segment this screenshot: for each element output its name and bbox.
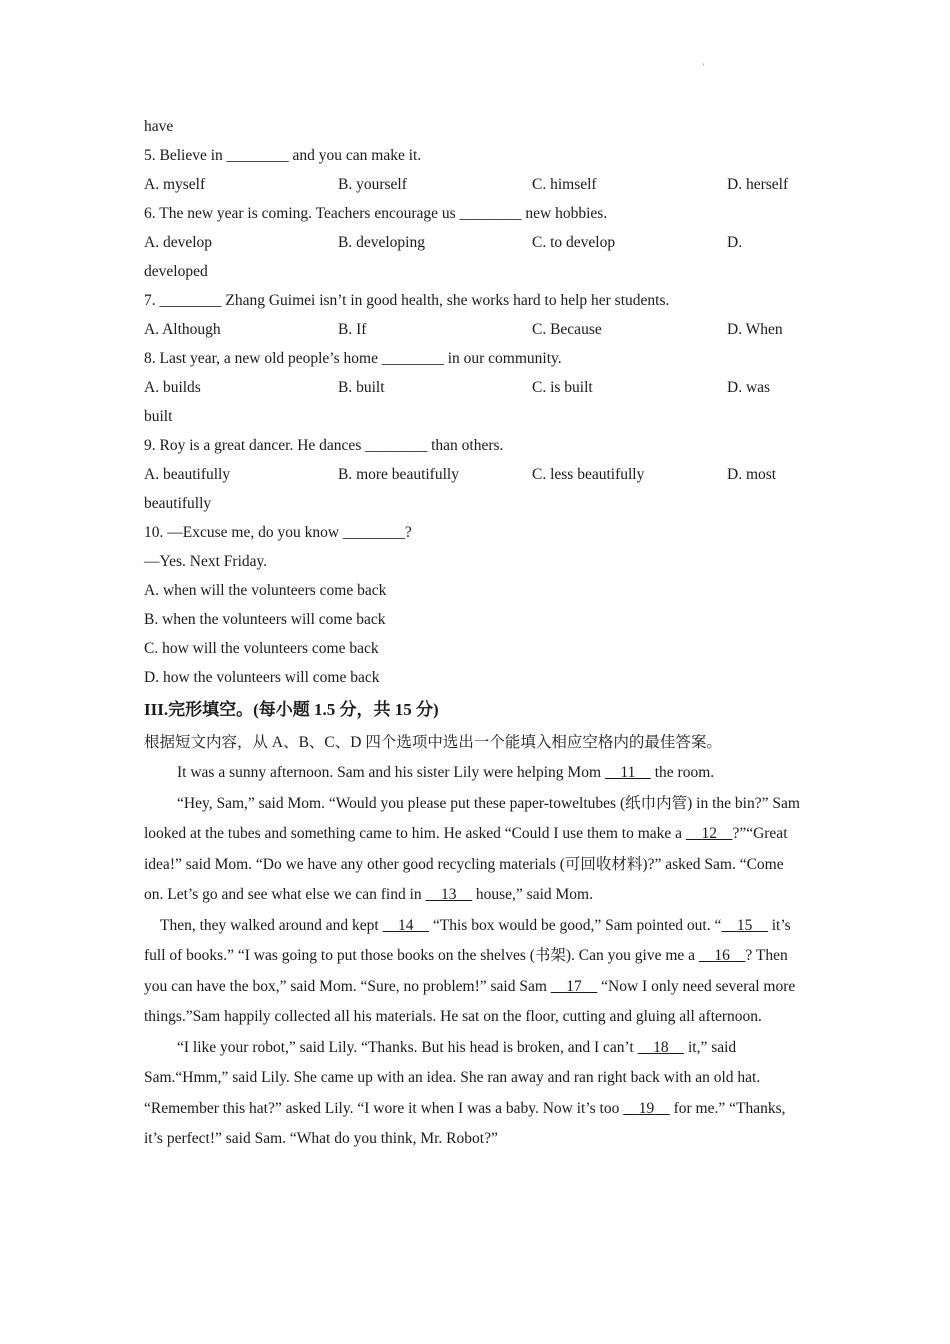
option-b: B. more beautifully xyxy=(338,466,459,483)
question-9-options xyxy=(144,460,806,489)
passage-text: “Hey, Sam,” said Mom. “Would you please put these paper-toweltubes (纸巾内管) in the bin?” Sam looked at the tubes and something came to him. He asked “Could I use them to make a xyxy=(144,794,800,842)
blank-number: 16 xyxy=(714,947,730,964)
option-a: A. myself xyxy=(144,176,206,193)
passage-text: the room. xyxy=(650,764,715,781)
option-d: D. most xyxy=(727,466,777,483)
question-10-option-c: C. how will the volunteers come back xyxy=(144,640,379,657)
option-b: B. developing xyxy=(338,234,425,251)
passage-text: it’s full of books.” “I was going to put those books on the shelves (书架). Can you give me a xyxy=(144,916,791,964)
blank-17 xyxy=(551,978,598,995)
passage-text: “Now I only need several more things.”Sam happily collected all his materials. He sat on the floor, cutting and gluing all afternoon. xyxy=(144,977,796,1025)
passage-text: “I like your robot,” said Lily. “Thanks. But his head is broken, and I can’t xyxy=(177,1038,638,1056)
option-a: A. builds xyxy=(144,379,201,396)
option-d: D. xyxy=(727,234,743,251)
question-6-options xyxy=(144,228,806,257)
passage-paragraph-1 xyxy=(144,758,806,789)
question-7-stem: 7. ________ Zhang Guimei isn’t in good health, she works hard to help her students. xyxy=(144,292,670,309)
blank-12 xyxy=(686,825,733,842)
passage-paragraph-4 xyxy=(144,1033,806,1155)
blank-number: 18 xyxy=(653,1038,669,1056)
option-b: B. If xyxy=(338,321,367,338)
blank-number: 12 xyxy=(701,825,717,842)
option-d: D. herself xyxy=(727,176,789,193)
blank-number: 14 xyxy=(398,916,414,934)
blank-11 xyxy=(605,764,651,781)
question-8-stem: 8. Last year, a new old people’s home ________ in our community. xyxy=(144,350,562,367)
blank-19 xyxy=(623,1100,670,1117)
question-10-option-a: A. when will the volunteers come back xyxy=(144,582,387,599)
passage-text: it,” said Sam.“Hmm,” said Lily. She came up with an idea. She ran away and ran right back with an old hat. “Remember this hat?” asked Lily. “I wore it when I was a baby. Now it’s too xyxy=(144,1038,761,1117)
option-d: D. When xyxy=(727,321,783,338)
option-a: A. Although xyxy=(144,321,221,338)
question-10-option-b: B. when the volunteers will come back xyxy=(144,611,386,628)
question-8-options xyxy=(144,373,806,402)
question-10-option-d: D. how the volunteers will come back xyxy=(144,669,380,686)
blank-number: 19 xyxy=(638,1099,655,1117)
option-d: D. was xyxy=(727,379,771,396)
exam-page xyxy=(144,112,806,1155)
question-6-stem: 6. The new year is coming. Teachers encourage us ________ new hobbies. xyxy=(144,205,608,222)
option-b: B. yourself xyxy=(338,176,407,193)
question-6-option-wrap: developed xyxy=(144,263,208,280)
blank-15 xyxy=(721,917,768,934)
question-5-stem: 5. Believe in ________ and you can make it. xyxy=(144,147,422,164)
option-a: A. develop xyxy=(144,234,213,251)
blank-14 xyxy=(383,917,430,934)
option-b: B. built xyxy=(338,379,385,396)
question-10-stem: 10. —Excuse me, do you know ________? xyxy=(144,524,412,541)
page-marker: ' xyxy=(703,62,705,71)
section-instruction: 根据短文内容，从 A、B、C、D 四个选项中选出一个能填入相应空格内的最佳答案。 xyxy=(144,734,722,751)
passage-paragraph-3 xyxy=(144,911,806,1033)
question-10-reply: —Yes. Next Friday. xyxy=(144,553,268,570)
question-7-options xyxy=(144,315,806,344)
blank-18 xyxy=(638,1039,685,1056)
passage-text: for me.” “Thanks, it’s perfect!” said Sam. “What do you think, Mr. Robot?” xyxy=(144,1099,786,1147)
passage-text: It was a sunny afternoon. Sam and his sister Lily were helping Mom xyxy=(177,764,605,781)
section-heading: III.完形填空。(每小题 1.5 分，共 15 分) xyxy=(144,700,439,719)
option-a: A. beautifully xyxy=(144,466,231,483)
passage-text: ? Then you can have the box,” said Mom. “Sure, no problem!” said Sam xyxy=(144,947,788,995)
continued-text: have xyxy=(144,118,174,135)
blank-number: 13 xyxy=(441,886,457,903)
blank-number: 17 xyxy=(566,977,582,995)
passage-text: house,” said Mom. xyxy=(472,886,593,903)
passage-text: ?”“Great idea!” said Mom. “Do we have any other good recycling materials (可回收材料)?” asked Sam. “Come on. Let’s go and see what else we can find in xyxy=(144,825,788,903)
option-c: C. to develop xyxy=(532,234,616,251)
passage-paragraph-2 xyxy=(144,789,806,911)
question-9-stem: 9. Roy is a great dancer. He dances ________ than others. xyxy=(144,437,504,454)
option-c: C. less beautifully xyxy=(532,466,645,483)
blank-16 xyxy=(699,947,746,964)
passage-text: Then, they walked around and kept xyxy=(160,916,383,934)
question-5-options xyxy=(144,170,806,199)
blank-number: 11 xyxy=(620,764,636,781)
option-c: C. himself xyxy=(532,176,597,193)
blank-number: 15 xyxy=(736,916,753,934)
question-9-option-wrap: beautifully xyxy=(144,495,212,512)
question-8-option-wrap: built xyxy=(144,408,173,425)
option-c: C. Because xyxy=(532,321,602,338)
blank-13 xyxy=(426,886,473,903)
option-c: C. is built xyxy=(532,379,593,396)
passage-text: “This box would be good,” Sam pointed out. “ xyxy=(429,916,722,934)
